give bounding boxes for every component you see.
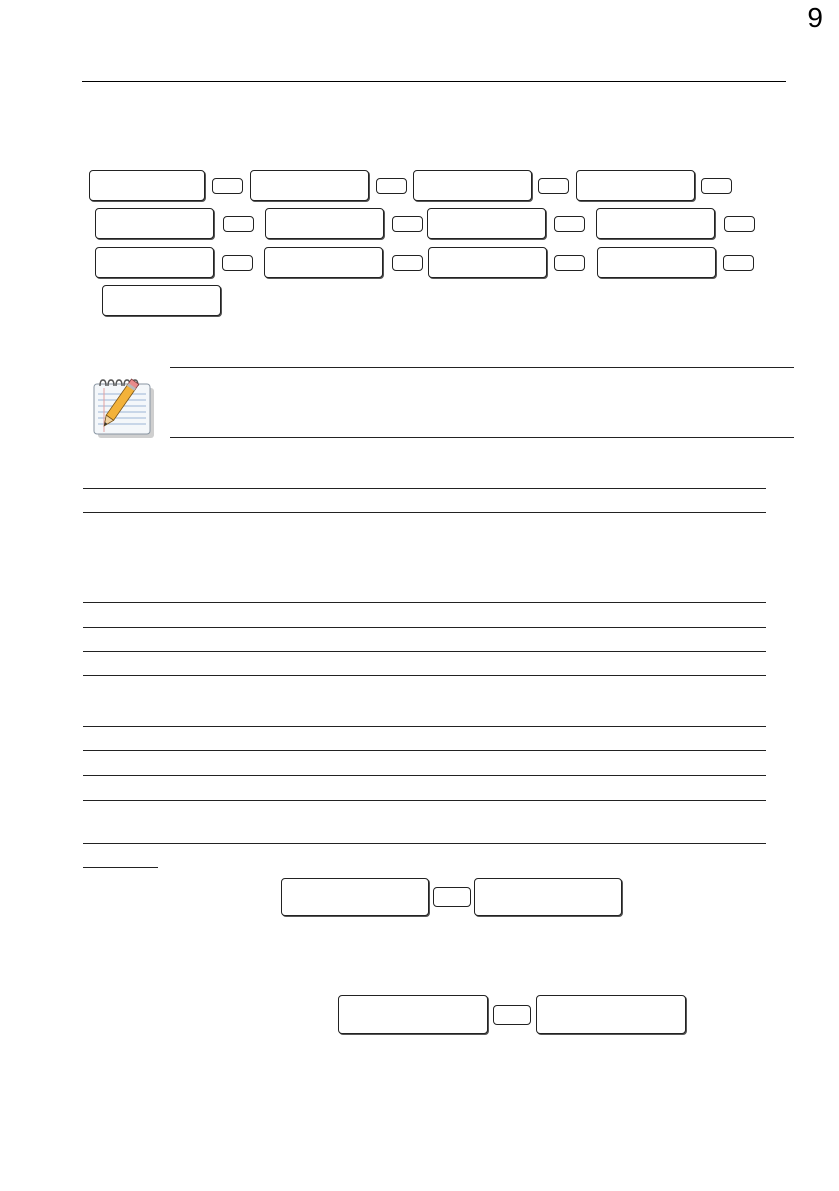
table-rule	[83, 602, 766, 603]
flow-key-box	[265, 208, 384, 239]
flow-key-box	[95, 208, 214, 239]
flow-connector	[723, 255, 754, 271]
key-box	[536, 995, 686, 1034]
flow-connector	[222, 255, 253, 271]
table-rule	[83, 775, 766, 776]
flow-key-box	[576, 170, 695, 201]
flow-connector	[212, 178, 243, 194]
table-rule	[83, 651, 766, 652]
page-number: 9	[807, 2, 823, 33]
flow-key-box	[427, 208, 546, 239]
flow-connector	[724, 216, 755, 232]
notepad-pencil-icon	[84, 376, 160, 440]
flow-connector	[554, 255, 585, 271]
flow-connector	[223, 216, 254, 232]
flow-key-box	[413, 170, 532, 201]
table-rule	[83, 627, 766, 628]
key-box	[281, 878, 429, 916]
table-rule	[83, 512, 766, 513]
key-box	[474, 878, 622, 916]
flow-key-box	[596, 208, 715, 239]
flow-key-box	[95, 247, 214, 278]
flow-key-box	[89, 170, 205, 201]
table-rule	[83, 843, 766, 844]
key-box	[338, 995, 488, 1034]
flow-connector	[538, 178, 569, 194]
section-underline	[83, 867, 158, 868]
flow-key-box	[428, 247, 547, 278]
table-rule	[83, 800, 766, 801]
table-rule	[83, 750, 766, 751]
note-top-rule	[170, 367, 794, 368]
table-rule	[83, 726, 766, 727]
flow-key-box	[597, 247, 716, 278]
flow-connector	[554, 216, 585, 232]
flow-connector	[376, 178, 407, 194]
note-bottom-rule	[170, 437, 794, 438]
key-connector	[493, 1005, 531, 1025]
flow-connector	[392, 255, 423, 271]
table-rule	[83, 488, 766, 489]
flow-key-box	[102, 285, 221, 316]
key-connector	[433, 887, 471, 907]
flow-connector	[392, 216, 423, 232]
flow-key-box	[250, 170, 369, 201]
header-rule	[82, 81, 786, 82]
flow-connector	[701, 178, 732, 194]
flow-key-box	[264, 247, 383, 278]
table-rule	[83, 675, 766, 676]
